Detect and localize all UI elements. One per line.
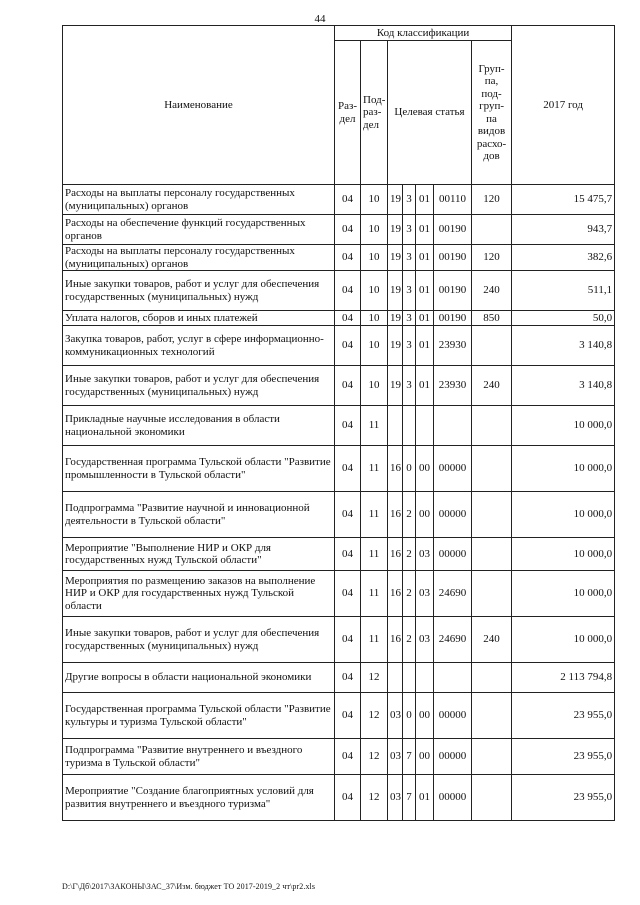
row-podrazdel: 10 [361, 185, 388, 215]
row-name: Иные закупки товаров, работ и услуг для обеспечения государственных (муниципальных) нужд [63, 366, 335, 406]
row-target-event [416, 406, 434, 446]
table-row [63, 326, 615, 366]
row-amount: 50,0 [512, 311, 615, 326]
row-target-subprogram: 3 [403, 185, 416, 215]
row-name: Уплата налогов, сборов и иных платежей [63, 311, 335, 326]
row-name: Прикладные научные исследования в области национальной экономики [63, 406, 335, 446]
header-year: 2017 год [512, 26, 615, 185]
row-target-program: 03 [388, 739, 403, 775]
row-amount: 15 475,7 [512, 185, 615, 215]
row-target-program: 19 [388, 185, 403, 215]
row-target-program: 16 [388, 446, 403, 492]
row-target-program [388, 663, 403, 693]
header-podrazdel: Под- раз- дел [361, 41, 388, 185]
row-target-subprogram: 3 [403, 326, 416, 366]
table-body [63, 185, 615, 821]
row-name: Мероприятия по размещению заказов на выполнение НИР и ОКР для государственных нужд Тульской области [63, 571, 335, 617]
row-expense-type [472, 693, 512, 739]
row-expense-type [472, 538, 512, 571]
row-podrazdel: 10 [361, 245, 388, 271]
row-name: Расходы на выплаты персоналу государственных (муниципальных) органов [63, 185, 335, 215]
row-podrazdel: 10 [361, 311, 388, 326]
page-number: 44 [314, 13, 326, 25]
row-target-program: 16 [388, 571, 403, 617]
row-amount: 10 000,0 [512, 538, 615, 571]
row-name: Закупка товаров, работ, услуг в сфере информационно-коммуникационных технологий [63, 326, 335, 366]
row-razdel: 04 [335, 406, 361, 446]
row-expense-type: 120 [472, 185, 512, 215]
table-row [63, 215, 615, 245]
row-target-event: 01 [416, 311, 434, 326]
row-razdel: 04 [335, 311, 361, 326]
row-target-direction: 24690 [434, 571, 472, 617]
row-target-program: 19 [388, 311, 403, 326]
row-expense-type [472, 663, 512, 693]
table-row [63, 446, 615, 492]
row-target-program: 19 [388, 245, 403, 271]
row-target-event: 03 [416, 617, 434, 663]
table-row [63, 693, 615, 739]
row-target-direction: 24690 [434, 617, 472, 663]
row-podrazdel: 10 [361, 215, 388, 245]
row-podrazdel: 10 [361, 366, 388, 406]
table-row [63, 271, 615, 311]
table-row [63, 617, 615, 663]
header-group: Груп- па, под- груп- па видов расхо- дов [472, 41, 512, 185]
row-razdel: 04 [335, 215, 361, 245]
row-expense-type [472, 406, 512, 446]
row-target-program: 03 [388, 775, 403, 821]
table-row [63, 311, 615, 326]
row-amount: 10 000,0 [512, 406, 615, 446]
row-target-subprogram: 2 [403, 617, 416, 663]
row-razdel: 04 [335, 663, 361, 693]
row-expense-type: 120 [472, 245, 512, 271]
table-row [63, 366, 615, 406]
row-podrazdel: 10 [361, 271, 388, 311]
row-target-event: 01 [416, 775, 434, 821]
row-target-program: 19 [388, 366, 403, 406]
row-target-direction: 00110 [434, 185, 472, 215]
row-name: Государственная программа Тульской области "Развитие промышленности в Тульской области" [63, 446, 335, 492]
row-target-program: 19 [388, 326, 403, 366]
row-razdel: 04 [335, 571, 361, 617]
row-podrazdel: 11 [361, 571, 388, 617]
row-target-event: 01 [416, 215, 434, 245]
row-target-program: 19 [388, 271, 403, 311]
row-razdel: 04 [335, 492, 361, 538]
row-target-event: 00 [416, 446, 434, 492]
row-target-subprogram: 2 [403, 492, 416, 538]
row-target-direction: 00000 [434, 693, 472, 739]
row-target-direction: 23930 [434, 366, 472, 406]
row-amount: 943,7 [512, 215, 615, 245]
row-target-direction: 00000 [434, 492, 472, 538]
row-target-subprogram: 7 [403, 739, 416, 775]
row-razdel: 04 [335, 446, 361, 492]
row-target-subprogram: 0 [403, 693, 416, 739]
row-razdel: 04 [335, 775, 361, 821]
row-target-subprogram: 7 [403, 775, 416, 821]
row-target-event: 01 [416, 326, 434, 366]
row-podrazdel: 11 [361, 538, 388, 571]
row-target-direction: 00000 [434, 446, 472, 492]
row-razdel: 04 [335, 739, 361, 775]
row-name: Другие вопросы в области национальной экономики [63, 663, 335, 693]
row-amount: 3 140,8 [512, 366, 615, 406]
row-target-subprogram [403, 663, 416, 693]
row-razdel: 04 [335, 366, 361, 406]
row-razdel: 04 [335, 271, 361, 311]
row-podrazdel: 10 [361, 326, 388, 366]
row-target-direction [434, 406, 472, 446]
row-expense-type [472, 492, 512, 538]
row-amount: 511,1 [512, 271, 615, 311]
table-row [63, 406, 615, 446]
row-target-direction: 00190 [434, 311, 472, 326]
row-amount: 23 955,0 [512, 739, 615, 775]
row-target-direction: 23930 [434, 326, 472, 366]
row-amount: 10 000,0 [512, 617, 615, 663]
header-name: Наименование [63, 26, 335, 185]
row-target-subprogram [403, 406, 416, 446]
row-amount: 382,6 [512, 245, 615, 271]
row-target-program: 19 [388, 215, 403, 245]
file-path-footer: D:\Г\Дб\2017\ЗАКОНЫ\ЗАС_37\Изм. бюджет ТО 2017-2019_2 чт\pr2.xls [62, 882, 316, 891]
row-target-event: 03 [416, 538, 434, 571]
row-target-event [416, 663, 434, 693]
row-name: Подпрограмма "Развитие научной и инновационной деятельности в Тульской области" [63, 492, 335, 538]
row-target-direction: 00000 [434, 538, 472, 571]
row-amount: 10 000,0 [512, 446, 615, 492]
row-target-subprogram: 0 [403, 446, 416, 492]
row-name: Мероприятие "Выполнение НИР и ОКР для государственных нужд Тульской области" [63, 538, 335, 571]
row-target-direction: 00000 [434, 739, 472, 775]
row-target-program: 16 [388, 492, 403, 538]
table-row [63, 663, 615, 693]
budget-table [62, 25, 615, 821]
row-expense-type [472, 775, 512, 821]
row-target-subprogram: 2 [403, 538, 416, 571]
row-target-direction: 00000 [434, 775, 472, 821]
row-amount: 23 955,0 [512, 693, 615, 739]
row-amount: 23 955,0 [512, 775, 615, 821]
row-target-subprogram: 3 [403, 311, 416, 326]
row-target-program: 16 [388, 617, 403, 663]
table-row [63, 775, 615, 821]
row-target-direction [434, 663, 472, 693]
row-target-subprogram: 2 [403, 571, 416, 617]
row-podrazdel: 11 [361, 492, 388, 538]
row-podrazdel: 12 [361, 663, 388, 693]
row-name: Иные закупки товаров, работ и услуг для обеспечения государственных (муниципальных) нужд [63, 617, 335, 663]
row-razdel: 04 [335, 538, 361, 571]
row-target-program [388, 406, 403, 446]
row-target-event: 00 [416, 693, 434, 739]
row-target-program: 03 [388, 693, 403, 739]
table-row [63, 571, 615, 617]
row-target-event: 00 [416, 739, 434, 775]
row-target-subprogram: 3 [403, 271, 416, 311]
row-expense-type: 240 [472, 617, 512, 663]
header-razdel: Раз- дел [335, 41, 361, 185]
row-razdel: 04 [335, 326, 361, 366]
table-row [63, 538, 615, 571]
row-target-subprogram: 3 [403, 215, 416, 245]
row-target-event: 01 [416, 366, 434, 406]
row-target-subprogram: 3 [403, 366, 416, 406]
row-podrazdel: 11 [361, 406, 388, 446]
row-name: Расходы на обеспечение функций государственных органов [63, 215, 335, 245]
row-podrazdel: 12 [361, 775, 388, 821]
row-name: Государственная программа Тульской области "Развитие культуры и туризма Тульской области" [63, 693, 335, 739]
row-podrazdel: 12 [361, 739, 388, 775]
row-target-subprogram: 3 [403, 245, 416, 271]
row-name: Иные закупки товаров, работ и услуг для обеспечения государственных (муниципальных) нужд [63, 271, 335, 311]
row-target-event: 01 [416, 185, 434, 215]
row-target-direction: 00190 [434, 245, 472, 271]
table-row [63, 739, 615, 775]
row-target-event: 03 [416, 571, 434, 617]
row-expense-type: 850 [472, 311, 512, 326]
table-row [63, 245, 615, 271]
row-razdel: 04 [335, 245, 361, 271]
row-amount: 2 113 794,8 [512, 663, 615, 693]
row-podrazdel: 11 [361, 617, 388, 663]
row-target-direction: 00190 [434, 215, 472, 245]
row-amount: 10 000,0 [512, 492, 615, 538]
header-code: Код классификации [335, 26, 512, 41]
row-razdel: 04 [335, 693, 361, 739]
row-target-event: 01 [416, 271, 434, 311]
row-target-direction: 00190 [434, 271, 472, 311]
row-name: Подпрограмма "Развитие внутреннего и въездного туризма в Тульской области" [63, 739, 335, 775]
row-target-program: 16 [388, 538, 403, 571]
row-expense-type [472, 215, 512, 245]
row-target-event: 00 [416, 492, 434, 538]
row-razdel: 04 [335, 617, 361, 663]
row-expense-type [472, 571, 512, 617]
row-target-event: 01 [416, 245, 434, 271]
row-amount: 10 000,0 [512, 571, 615, 617]
row-amount: 3 140,8 [512, 326, 615, 366]
row-name: Мероприятие "Создание благоприятных условий для развития внутреннего и въездного туризма" [63, 775, 335, 821]
row-expense-type [472, 446, 512, 492]
row-expense-type [472, 739, 512, 775]
row-expense-type [472, 326, 512, 366]
row-razdel: 04 [335, 185, 361, 215]
table-row [63, 185, 615, 215]
row-expense-type: 240 [472, 366, 512, 406]
row-name: Расходы на выплаты персоналу государственных (муниципальных) органов [63, 245, 335, 271]
header-target: Целевая статья [388, 41, 472, 185]
row-expense-type: 240 [472, 271, 512, 311]
table-row [63, 492, 615, 538]
row-podrazdel: 11 [361, 446, 388, 492]
row-podrazdel: 12 [361, 693, 388, 739]
